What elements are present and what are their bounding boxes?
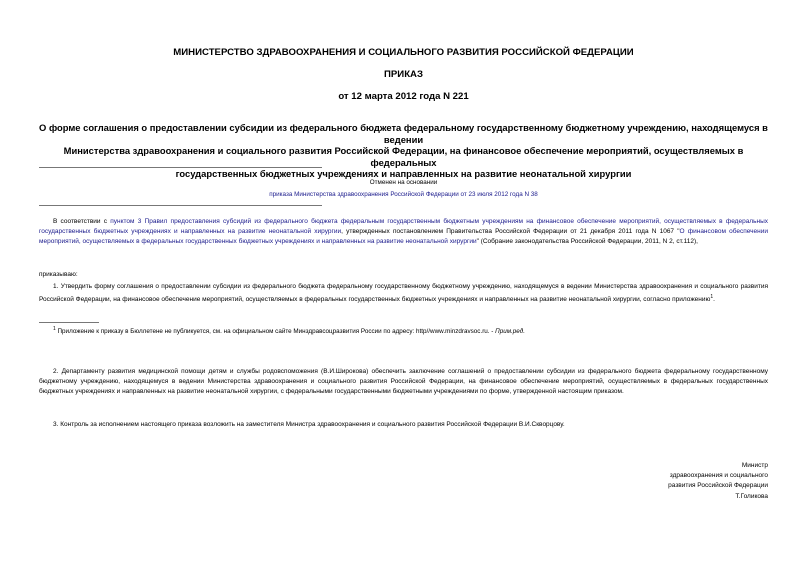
decree-link[interactable]: О финансовом обеспечении мероприятий, осуществляемых в федеральных государственных бюджетных учреждениях и направленных на развитие неонатальной хирургии — [39, 228, 768, 246]
date-number-heading: от 12 марта 2012 года N 221 — [338, 91, 469, 102]
footnote-mark: 1 — [53, 326, 56, 332]
clause-2: 2. Департаменту развития медицинской помощи детям и службы родовспоможения (В.И.Широкова) обеспечить заключение соглашений о предоставлении субсидии из федерального бюджета федеральному государственному бюджетному учреждению, находящемуся в ведении Министерства здравоохранения и социального развития Российской Федерации, на финансовое обеспечение мероприятий, осуществляемых в федеральных государственных бюджетных учреждениях и направленных на развитие неонатальной хирургии, с федеральными государственными бюджетными учреждениями по форме, утвержденной настоящим приказом. — [39, 368, 768, 396]
clause-3: 3. Контроль за исполнением настоящего приказа возложить на заместителя Министра здравоохранения и социального развития Российской Федерации В.И.Скворцову. — [53, 421, 565, 428]
divider-footnote — [39, 322, 99, 323]
title-line-3: государственных бюджетных учреждениях и направленных на развитие неонатальной хирургии — [175, 168, 632, 180]
status-link[interactable]: приказа Министерства здравоохранения Российской Федерации от 23 июля 2012 года N 38 — [269, 191, 538, 198]
preamble-paragraph — [39, 217, 768, 248]
preamble-start: В соответствии с — [53, 218, 111, 225]
footnote-text: Приложение к приказу в Бюллетене не публикуется, см. на официальном сайте Минздравсоцразвития России по адресу: http//www.minzdravsoc.ru. - — [57, 328, 494, 336]
footnote — [53, 326, 768, 335]
clause-1 — [39, 282, 768, 306]
order-word: приказываю: — [39, 271, 78, 278]
divider-status — [39, 205, 322, 206]
footnote-editor-note: Прим.ред. — [495, 328, 525, 336]
signature-line-1: Министр — [741, 462, 768, 469]
doc-type-heading: ПРИКАЗ — [384, 69, 423, 80]
rules-link[interactable]: пунктом 3 Правил предоставления субсидий из федерального бюджета федеральным государственным бюджетным учреждениям на финансовое обеспечение мероприятий, осуществляемых в федеральных государственных бюджетных учреждениях и направленных на развитие неонатальной хирургии — [39, 218, 769, 236]
signature-block — [468, 461, 768, 502]
document-title — [30, 122, 777, 180]
signature-line-3: развития Российской Федерации — [668, 482, 768, 490]
preamble-end: " (Собрание законодательства Российской Федерации, 2011, N 2, ст.112), — [476, 238, 698, 246]
preamble-mid: , утвержденных постановлением Правительства Российской Федерации от 21 декабря 2011 года N 1067 " — [341, 228, 680, 236]
divider-top — [39, 167, 322, 168]
status-text: Отменен на основании — [369, 179, 438, 186]
signature-name: Т.Голикова — [735, 492, 768, 500]
ministry-heading: МИНИСТЕРСТВО ЗДРАВООХРАНЕНИЯ И СОЦИАЛЬНОГО РАЗВИТИЯ РОССИЙСКОЙ ФЕДЕРАЦИИ — [173, 47, 634, 58]
clause-1-period: . — [713, 296, 715, 304]
title-line-2: Министерства здравоохранения и социального развития Российской Федерации, на финансовое обеспечение мероприятий, осуществляемых в федеральных — [63, 145, 744, 168]
clause-1-text: 1. Утвердить форму соглашения о предоставлении субсидии из федерального бюджета федеральному государственному бюджетному учреждению, находящемуся в ведении Министерства здравоохранения и социального развития Российской Федерации, на финансовое обеспечение мероприятий, осуществляемых в федеральных государственных бюджетных учреждениях и направленных на развитие неонатальной хирургии, согласно приложению — [39, 283, 768, 304]
signature-line-2: здравоохранения и социального — [669, 472, 768, 480]
footnote-ref[interactable]: 1 — [710, 294, 714, 301]
title-line-1: О форме соглашения о предоставлении субсидии из федерального бюджета федеральному государственному бюджетному учреждению, находящемуся в ведении — [39, 122, 768, 145]
status-link-wrap — [150, 191, 657, 198]
